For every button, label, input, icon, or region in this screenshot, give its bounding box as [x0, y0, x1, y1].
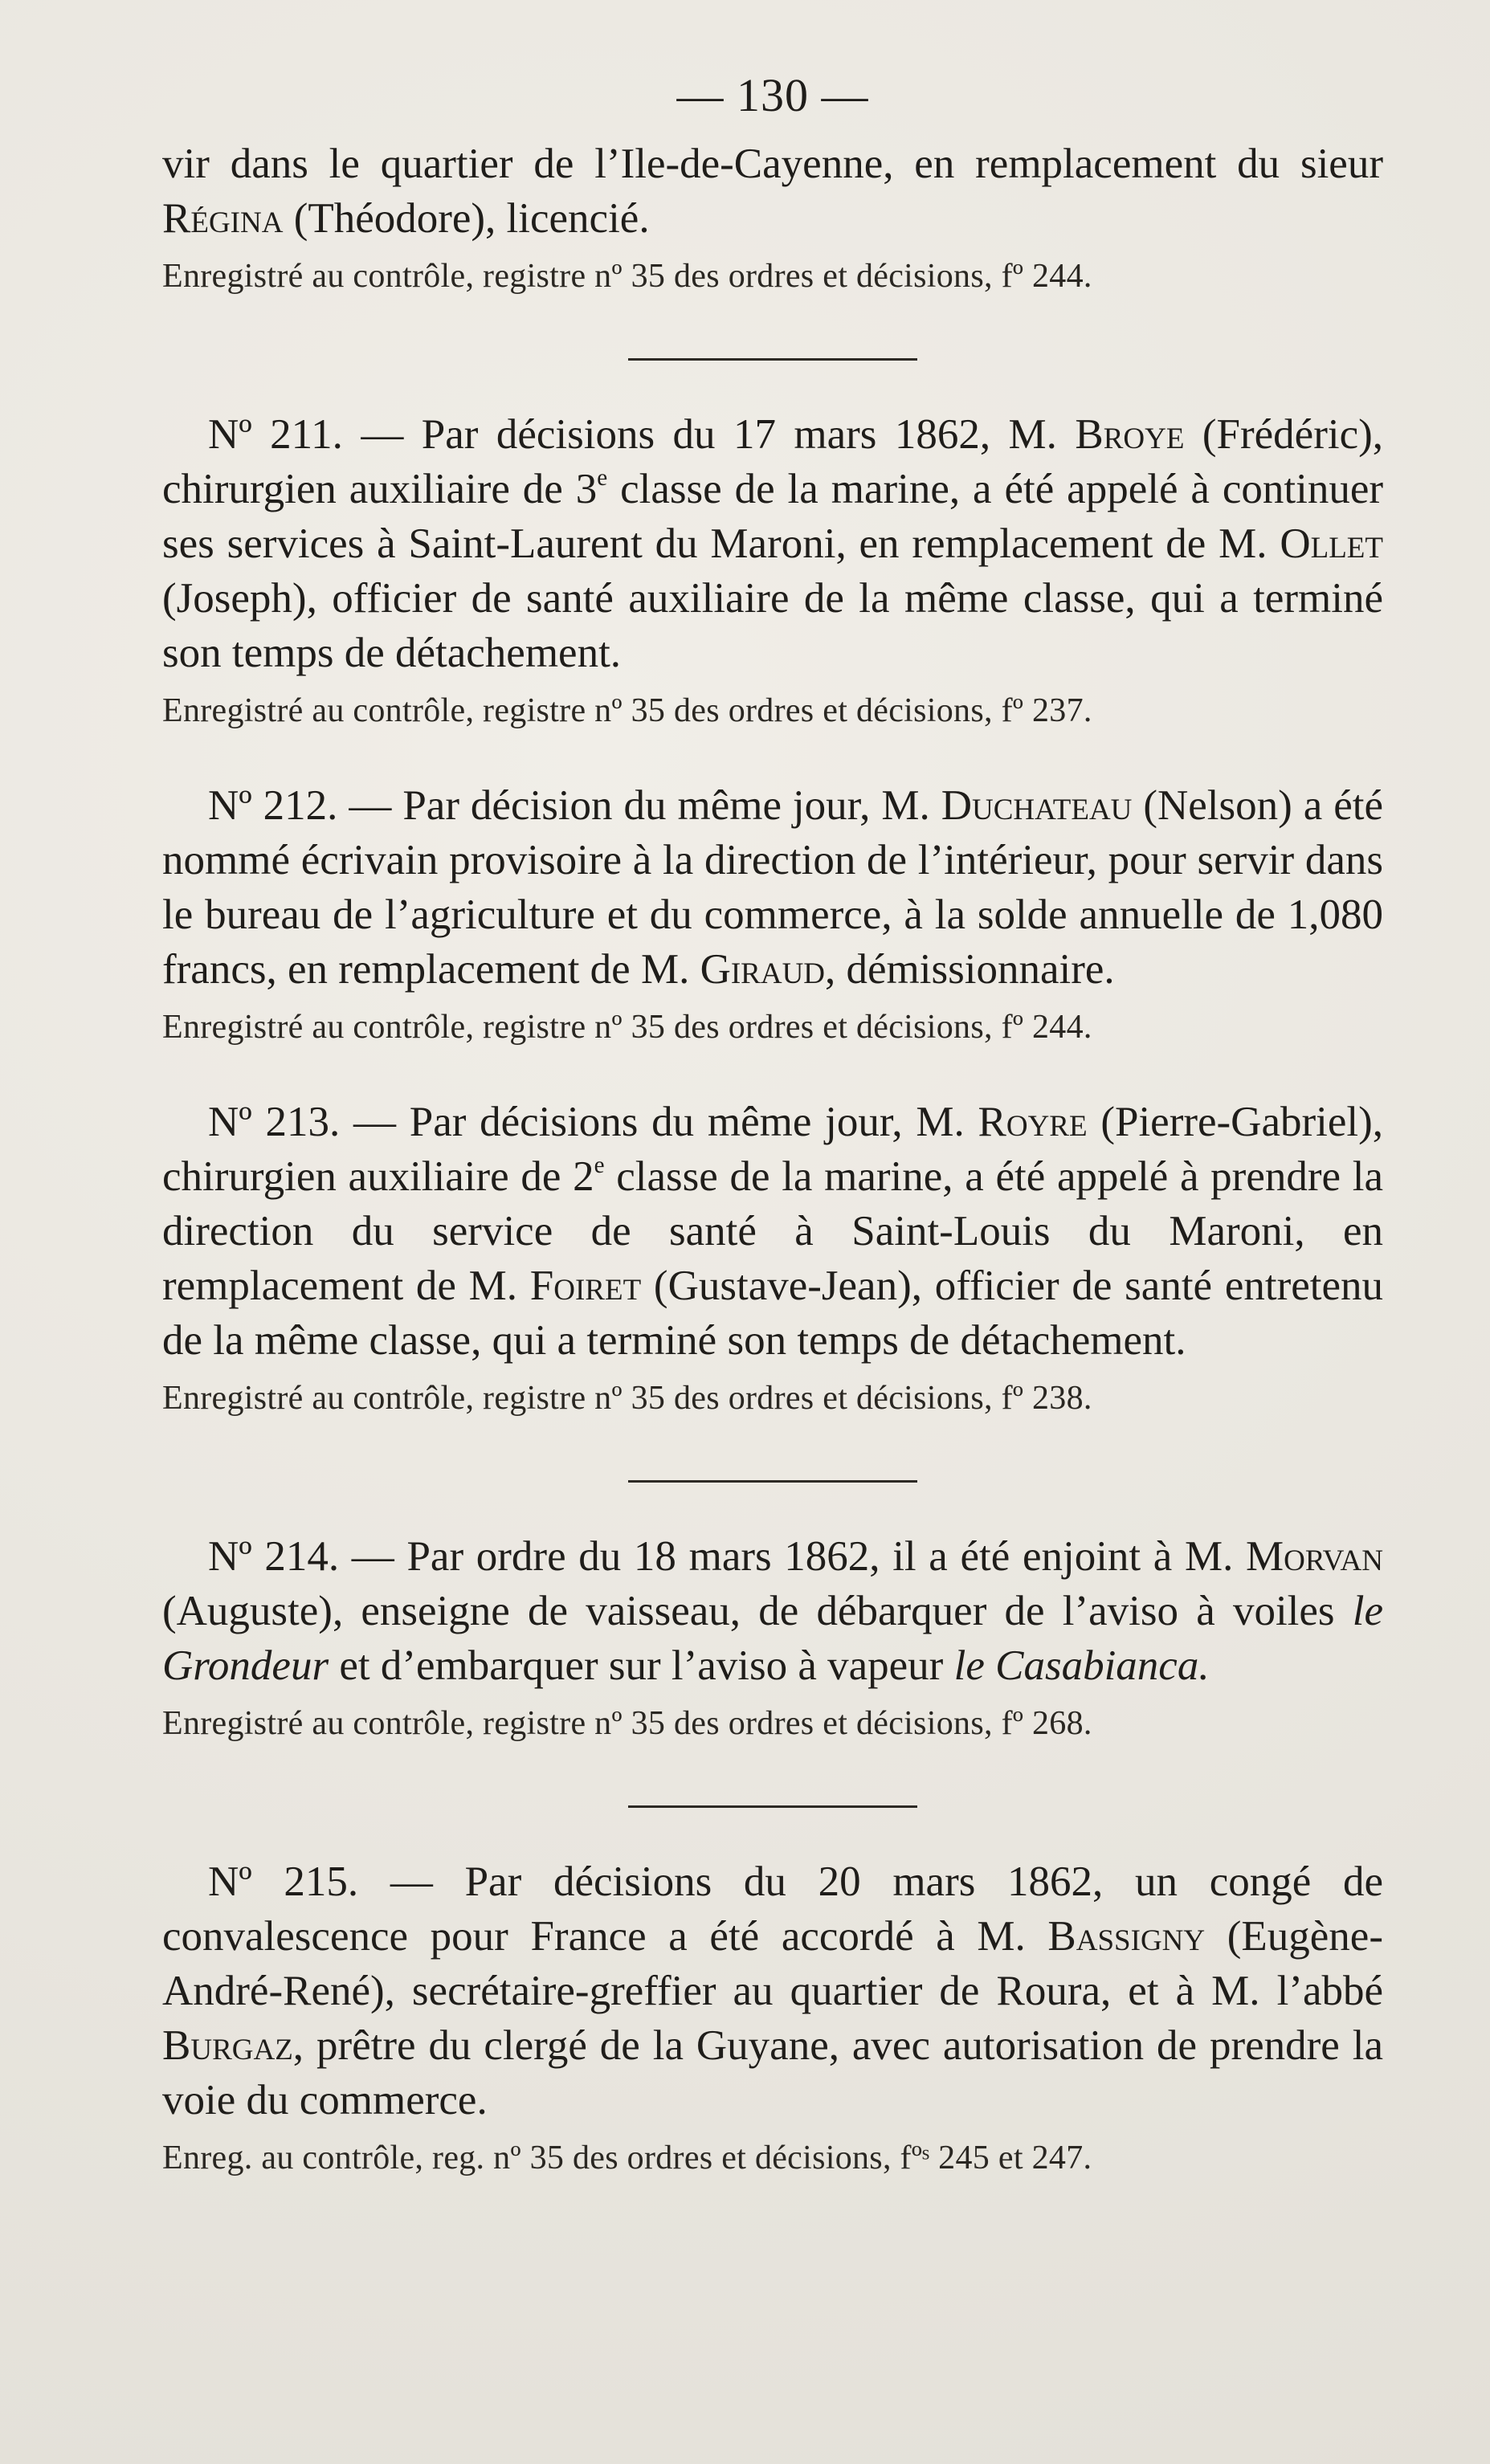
registration-note: Enregistré au contrôle, registre nº 35 des ordres et décisions, fº 238. [162, 1380, 1092, 1417]
entry-text: Nº 211. — Par décisions du 17 mars 1862, M. Broye (Frédéric), chirurgien auxiliaire de 3e classe de la marine, a été appelé à continuer ses services à Saint-Laurent du Maroni, en remplacement de M. Ollet (Joseph), officier de santé auxiliaire de la même classe, qui a terminé son temps de détachement. [162, 411, 1383, 676]
person-name: Giraud [700, 946, 826, 993]
person-name: Ollet [1280, 520, 1383, 567]
ship-name: le Casabianca. [953, 1642, 1210, 1689]
entry-text: vir dans le quartier de l’Ile-de-Cayenne, en remplacement du sieur Régina (Théodore), licencié. [162, 141, 1383, 242]
person-name: Régina [162, 195, 284, 242]
person-name: Bassigny [1047, 1913, 1206, 1960]
person-name: Royre [978, 1099, 1088, 1145]
entry-text: Nº 215. — Par décisions du 20 mars 1862, un congé de convalescence pour France a été accordé à M. Bassigny (Eugène-André-René), secrétaire-greffier au quartier de Roura, et à M. l’abbé Burgaz, prêtre du clergé de la Guyane, avec autorisation de prendre la voie du commerce. [162, 1858, 1383, 2123]
person-name: Foiret [529, 1263, 642, 1309]
entry-213 [162, 1095, 1383, 1421]
page-content [162, 69, 1384, 2180]
entry-214 [162, 1529, 1383, 1746]
person-name: Morvan [1246, 1533, 1383, 1580]
entry-210-continuation [162, 137, 1383, 299]
entry-215 [162, 1854, 1383, 2180]
person-name: Burgaz [162, 2022, 293, 2069]
section-divider [628, 1805, 917, 1808]
registration-note: Enregistré au contrôle, registre nº 35 des ordres et décisions, fº 237. [162, 692, 1092, 729]
entry-text: Nº 214. — Par ordre du 18 mars 1862, il a été enjoint à M. Morvan (Auguste), enseigne de vaisseau, de débarquer de l’aviso à voiles le Grondeur et d’embarquer sur l’aviso à vapeur le Casabianca. [162, 1533, 1383, 1689]
page-number: — 130 — [676, 69, 869, 121]
registration-note: Enregistré au contrôle, registre nº 35 des ordres et décisions, fº 268. [162, 1705, 1092, 1742]
section-divider [628, 1480, 917, 1483]
registration-note: Enreg. au contrôle, reg. nº 35 des ordres et décisions, fºˢ 245 et 247. [162, 2140, 1092, 2176]
person-name: Broye [1075, 411, 1185, 458]
entry-211 [162, 407, 1383, 733]
registration-note: Enregistré au contrôle, registre nº 35 des ordres et décisions, fº 244. [162, 1009, 1092, 1046]
entry-212 [162, 778, 1383, 1050]
entry-text: Nº 213. — Par décisions du même jour, M. Royre (Pierre-Gabriel), chirurgien auxiliaire de 2e classe de la marine, a été appelé à prendre la direction du service de santé à Saint-Louis du Maroni, en remplacement de M. Foiret (Gustave-Jean), officier de santé entretenu de la même classe, qui a terminé son temps de détachement. [162, 1099, 1383, 1364]
person-name: Duchateau [941, 782, 1133, 829]
section-divider [628, 358, 917, 361]
registration-note: Enregistré au contrôle, registre nº 35 des ordres et décisions, fº 244. [162, 258, 1092, 295]
ship-name: le Grondeur [162, 1588, 1383, 1689]
entry-text: Nº 212. — Par décision du même jour, M. Duchateau (Nelson) a été nommé écrivain provisoire à la direction de l’intérieur, pour servir dans le bureau de l’agriculture et du commerce, à la solde annuelle de 1,080 francs, en remplacement de M. Giraud, démissionnaire. [162, 782, 1384, 993]
